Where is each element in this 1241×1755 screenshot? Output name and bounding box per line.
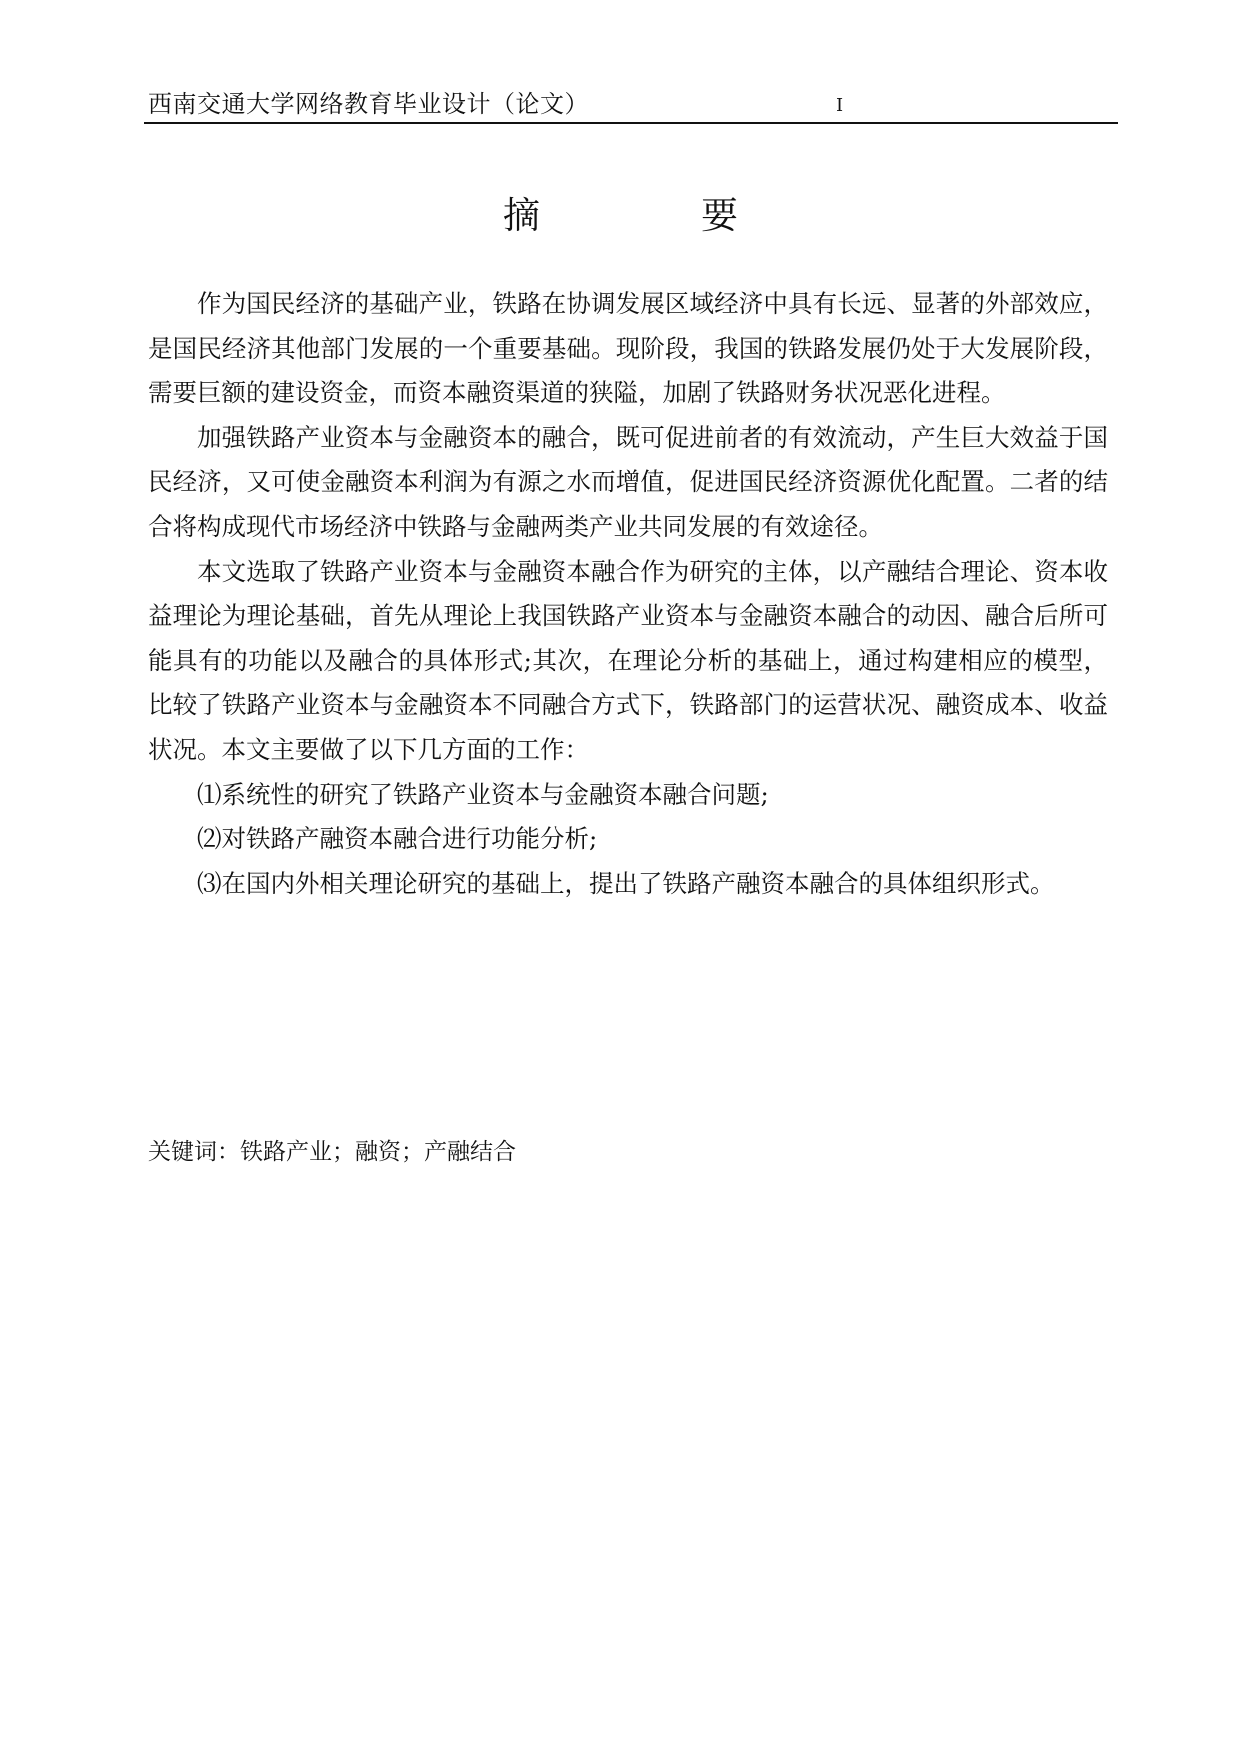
- keywords-line: 关键词：铁路产业；融资；产融结合: [148, 1139, 516, 1165]
- abstract-paragraph: 加强铁路产业资本与金融资本的融合，既可促进前者的有效流动，产生巨大效益于国民经济，又可使金融资本利润为有源之水而增值，促进国民经济资源优化配置。二者的结合将构成现代市场经济中铁路与金融两类产业共同发展的有效途径。: [148, 422, 1108, 541]
- header-rule: [144, 122, 1118, 124]
- abstract-paragraph: 本文选取了铁路产业资本与金融资本融合作为研究的主体，以产融结合理论、资本收益理论为理论基础，首先从理论上我国铁路产业资本与金融资本融合的动因、融合后所可能具有的功能以及融合的具体形式;其次，在理论分析的基础上，通过构建相应的模型，比较了铁路产业资本与金融资本不同融合方式下，铁路部门的运营状况、融资成本、收益状况。本文主要做了以下几方面的工作：: [148, 556, 1108, 764]
- abstract-paragraph: 作为国民经济的基础产业，铁路在协调发展区域经济中具有长远、显著的外部效应，是国民经济其他部门发展的一个重要基础。现阶段，我国的铁路发展仍处于大发展阶段，需要巨额的建设资金，而资本融资渠道的狭隘，加剧了铁路财务状况恶化进程。: [148, 289, 1108, 408]
- work-item: ⑵对铁路产融资本融合进行功能分析;: [197, 824, 598, 854]
- running-header: [148, 88, 1116, 120]
- work-item: ⑶在国内外相关理论研究的基础上，提出了铁路产融资本融合的具体组织形式。: [197, 868, 1055, 898]
- header-page-number: I: [836, 95, 844, 116]
- header-title: 西南交通大学网络教育毕业设计（论文）: [148, 90, 589, 118]
- work-item: ⑴系统性的研究了铁路产业资本与金融资本融合问题;: [197, 779, 769, 809]
- abstract-title: 摘 要: [503, 194, 800, 237]
- abstract-body: [148, 282, 1108, 906]
